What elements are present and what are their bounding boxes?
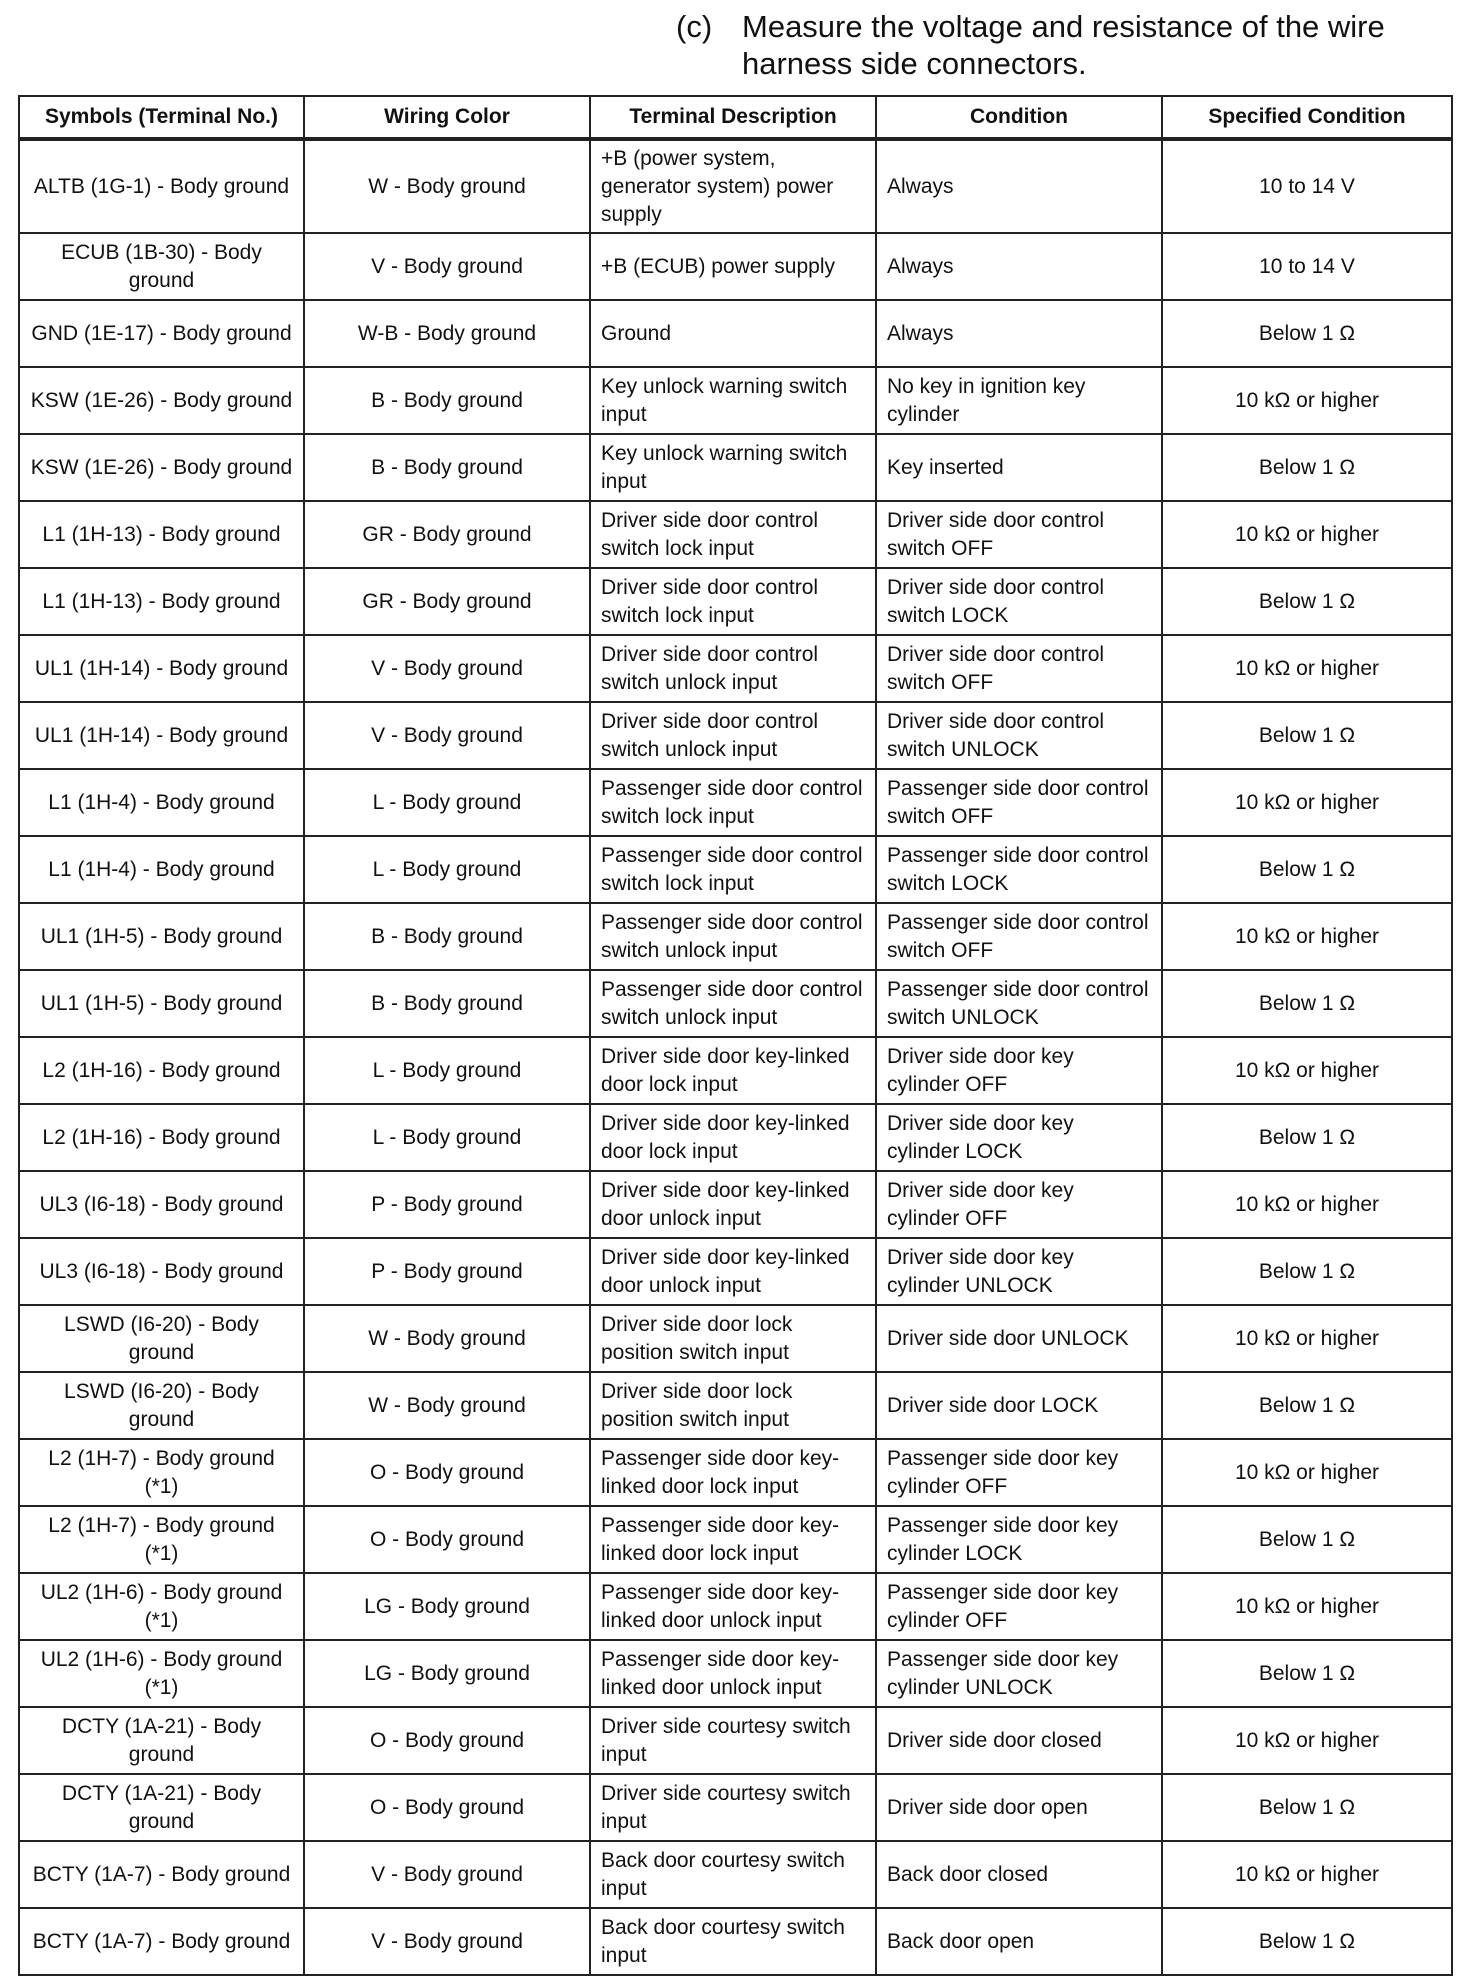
table-row: [19, 300, 1452, 367]
specified-condition-cell: Below 1 Ω: [1162, 1640, 1452, 1707]
terminal-description-cell: Key unlock warning switch input: [590, 367, 876, 434]
symbol-cell: DCTY (1A-21) - Body ground: [19, 1774, 304, 1841]
condition-cell: Passenger side door key cylinder OFF: [876, 1573, 1162, 1640]
specified-condition-cell: Below 1 Ω: [1162, 836, 1452, 903]
wiring-color-cell: LG - Body ground: [304, 1573, 590, 1640]
specified-condition-cell: 10 kΩ or higher: [1162, 501, 1452, 568]
wiring-color-cell: W - Body ground: [304, 1305, 590, 1372]
table-row: [19, 1707, 1452, 1774]
symbol-cell: L2 (1H-7) - Body ground (*1): [19, 1439, 304, 1506]
condition-cell: No key in ignition key cylinder: [876, 367, 1162, 434]
table-row: [19, 1171, 1452, 1238]
terminal-description-cell: +B (power system, generator system) power supply: [590, 139, 876, 233]
symbol-cell: KSW (1E-26) - Body ground: [19, 367, 304, 434]
condition-cell: Driver side door control switch LOCK: [876, 568, 1162, 635]
symbol-cell: L2 (1H-7) - Body ground (*1): [19, 1506, 304, 1573]
symbol-cell: UL2 (1H-6) - Body ground (*1): [19, 1573, 304, 1640]
wiring-color-cell: B - Body ground: [304, 903, 590, 970]
terminal-description-cell: Passenger side door key-linked door unlock input: [590, 1573, 876, 1640]
terminal-description-cell: Passenger side door key-linked door unlock input: [590, 1640, 876, 1707]
symbol-cell: BCTY (1A-7) - Body ground: [19, 1841, 304, 1908]
terminal-description-cell: Back door courtesy switch input: [590, 1908, 876, 1975]
condition-cell: Passenger side door control switch UNLOCK: [876, 970, 1162, 1037]
specified-condition-cell: Below 1 Ω: [1162, 434, 1452, 501]
wiring-color-cell: V - Body ground: [304, 635, 590, 702]
terminal-description-cell: Driver side door control switch unlock input: [590, 635, 876, 702]
condition-cell: Driver side door control switch OFF: [876, 501, 1162, 568]
terminal-description-cell: Back door courtesy switch input: [590, 1841, 876, 1908]
condition-cell: Passenger side door key cylinder LOCK: [876, 1506, 1162, 1573]
condition-cell: Driver side door key cylinder OFF: [876, 1171, 1162, 1238]
table-row: [19, 1841, 1452, 1908]
symbol-cell: LSWD (I6-20) - Body ground: [19, 1305, 304, 1372]
symbol-cell: KSW (1E-26) - Body ground: [19, 434, 304, 501]
terminal-description-cell: Driver side door control switch lock input: [590, 568, 876, 635]
specified-condition-cell: Below 1 Ω: [1162, 702, 1452, 769]
wiring-color-cell: V - Body ground: [304, 702, 590, 769]
header-terminal-description: Terminal Description: [590, 96, 876, 139]
specified-condition-cell: 10 kΩ or higher: [1162, 1707, 1452, 1774]
condition-cell: Passenger side door control switch LOCK: [876, 836, 1162, 903]
wiring-color-cell: P - Body ground: [304, 1171, 590, 1238]
wiring-color-cell: O - Body ground: [304, 1774, 590, 1841]
wiring-color-cell: W - Body ground: [304, 139, 590, 233]
specified-condition-cell: 10 kΩ or higher: [1162, 635, 1452, 702]
terminal-description-cell: Driver side door key-linked door unlock input: [590, 1238, 876, 1305]
symbol-cell: UL1 (1H-14) - Body ground: [19, 635, 304, 702]
condition-cell: Driver side door control switch UNLOCK: [876, 702, 1162, 769]
wiring-color-cell: O - Body ground: [304, 1439, 590, 1506]
specified-condition-cell: Below 1 Ω: [1162, 1774, 1452, 1841]
table-row: [19, 434, 1452, 501]
table-row: [19, 367, 1452, 434]
symbol-cell: UL1 (1H-14) - Body ground: [19, 702, 304, 769]
specified-condition-cell: 10 kΩ or higher: [1162, 1171, 1452, 1238]
wiring-color-cell: L - Body ground: [304, 836, 590, 903]
table-row: [19, 1573, 1452, 1640]
symbol-cell: UL3 (I6-18) - Body ground: [19, 1171, 304, 1238]
wiring-color-cell: O - Body ground: [304, 1506, 590, 1573]
condition-cell: Driver side door open: [876, 1774, 1162, 1841]
symbol-cell: ALTB (1G-1) - Body ground: [19, 139, 304, 233]
condition-cell: Passenger side door key cylinder UNLOCK: [876, 1640, 1162, 1707]
symbol-cell: UL1 (1H-5) - Body ground: [19, 970, 304, 1037]
symbol-cell: LSWD (I6-20) - Body ground: [19, 1372, 304, 1439]
specified-condition-cell: Below 1 Ω: [1162, 1506, 1452, 1573]
terminal-description-cell: Driver side door key-linked door lock input: [590, 1037, 876, 1104]
table-row: [19, 568, 1452, 635]
terminal-description-cell: Driver side door control switch unlock input: [590, 702, 876, 769]
wiring-color-cell: P - Body ground: [304, 1238, 590, 1305]
table-row: [19, 1104, 1452, 1171]
table-row: [19, 836, 1452, 903]
table-row: [19, 1908, 1452, 1975]
condition-cell: Always: [876, 139, 1162, 233]
table-row: [19, 970, 1452, 1037]
symbol-cell: L1 (1H-4) - Body ground: [19, 769, 304, 836]
terminal-description-cell: Driver side door control switch lock input: [590, 501, 876, 568]
specified-condition-cell: Below 1 Ω: [1162, 1372, 1452, 1439]
wiring-color-cell: L - Body ground: [304, 1037, 590, 1104]
wiring-color-cell: V - Body ground: [304, 233, 590, 300]
symbol-cell: DCTY (1A-21) - Body ground: [19, 1707, 304, 1774]
wiring-color-cell: L - Body ground: [304, 769, 590, 836]
wiring-color-cell: V - Body ground: [304, 1841, 590, 1908]
wiring-color-cell: W-B - Body ground: [304, 300, 590, 367]
terminal-description-cell: Driver side door lock position switch input: [590, 1372, 876, 1439]
terminal-description-cell: Passenger side door key-linked door lock input: [590, 1439, 876, 1506]
step-text: Measure the voltage and resistance of the wire harness side connectors.: [742, 9, 1385, 81]
wiring-color-cell: LG - Body ground: [304, 1640, 590, 1707]
header-symbols: Symbols (Terminal No.): [19, 96, 304, 139]
table-row: [19, 702, 1452, 769]
wiring-color-cell: L - Body ground: [304, 1104, 590, 1171]
condition-cell: Back door open: [876, 1908, 1162, 1975]
inspection-table: [18, 95, 1453, 1976]
symbol-cell: UL2 (1H-6) - Body ground (*1): [19, 1640, 304, 1707]
terminal-description-cell: Key unlock warning switch input: [590, 434, 876, 501]
symbol-cell: L1 (1H-4) - Body ground: [19, 836, 304, 903]
specified-condition-cell: 10 kΩ or higher: [1162, 769, 1452, 836]
specified-condition-cell: Below 1 Ω: [1162, 300, 1452, 367]
terminal-description-cell: Driver side door lock position switch input: [590, 1305, 876, 1372]
specified-condition-cell: 10 kΩ or higher: [1162, 1439, 1452, 1506]
header-wiring-color: Wiring Color: [304, 96, 590, 139]
symbol-cell: L2 (1H-16) - Body ground: [19, 1037, 304, 1104]
specified-condition-cell: Below 1 Ω: [1162, 1104, 1452, 1171]
table-header-row: [19, 96, 1452, 139]
table-row: [19, 769, 1452, 836]
symbol-cell: UL3 (I6-18) - Body ground: [19, 1238, 304, 1305]
table-row: [19, 635, 1452, 702]
specified-condition-cell: Below 1 Ω: [1162, 1908, 1452, 1975]
specified-condition-cell: Below 1 Ω: [1162, 970, 1452, 1037]
symbol-cell: ECUB (1B-30) - Body ground: [19, 233, 304, 300]
condition-cell: Passenger side door control switch OFF: [876, 769, 1162, 836]
table-row: [19, 903, 1452, 970]
condition-cell: Driver side door LOCK: [876, 1372, 1162, 1439]
terminal-description-cell: Ground: [590, 300, 876, 367]
condition-cell: Driver side door key cylinder UNLOCK: [876, 1238, 1162, 1305]
terminal-description-cell: Driver side door key-linked door lock input: [590, 1104, 876, 1171]
terminal-description-cell: Driver side courtesy switch input: [590, 1774, 876, 1841]
wiring-color-cell: B - Body ground: [304, 970, 590, 1037]
condition-cell: Always: [876, 233, 1162, 300]
condition-cell: Always: [876, 300, 1162, 367]
table-row: [19, 1640, 1452, 1707]
condition-cell: Driver side door UNLOCK: [876, 1305, 1162, 1372]
step-marker: (c): [676, 9, 713, 44]
table-row: [19, 1774, 1452, 1841]
wiring-color-cell: B - Body ground: [304, 434, 590, 501]
terminal-description-cell: Passenger side door control switch unlock input: [590, 903, 876, 970]
specified-condition-cell: 10 to 14 V: [1162, 233, 1452, 300]
table-row: [19, 139, 1452, 233]
wiring-color-cell: B - Body ground: [304, 367, 590, 434]
table-row: [19, 1305, 1452, 1372]
specified-condition-cell: 10 kΩ or higher: [1162, 1841, 1452, 1908]
condition-cell: Driver side door key cylinder OFF: [876, 1037, 1162, 1104]
symbol-cell: UL1 (1H-5) - Body ground: [19, 903, 304, 970]
table-body: [19, 139, 1452, 1975]
terminal-description-cell: Passenger side door control switch unlock input: [590, 970, 876, 1037]
step-instruction: [676, 8, 1456, 82]
symbol-cell: L1 (1H-13) - Body ground: [19, 501, 304, 568]
terminal-description-cell: Passenger side door control switch lock input: [590, 836, 876, 903]
table-row: [19, 1439, 1452, 1506]
terminal-description-cell: Driver side door key-linked door unlock input: [590, 1171, 876, 1238]
specified-condition-cell: 10 kΩ or higher: [1162, 1305, 1452, 1372]
specified-condition-cell: 10 to 14 V: [1162, 139, 1452, 233]
terminal-description-cell: +B (ECUB) power supply: [590, 233, 876, 300]
condition-cell: Driver side door key cylinder LOCK: [876, 1104, 1162, 1171]
symbol-cell: BCTY (1A-7) - Body ground: [19, 1908, 304, 1975]
condition-cell: Passenger side door key cylinder OFF: [876, 1439, 1162, 1506]
condition-cell: Driver side door closed: [876, 1707, 1162, 1774]
specified-condition-cell: Below 1 Ω: [1162, 1238, 1452, 1305]
table-row: [19, 1238, 1452, 1305]
terminal-description-cell: Passenger side door control switch lock input: [590, 769, 876, 836]
specified-condition-cell: 10 kΩ or higher: [1162, 1573, 1452, 1640]
condition-cell: Back door closed: [876, 1841, 1162, 1908]
condition-cell: Driver side door control switch OFF: [876, 635, 1162, 702]
terminal-description-cell: Driver side courtesy switch input: [590, 1707, 876, 1774]
table-row: [19, 501, 1452, 568]
header-condition: Condition: [876, 96, 1162, 139]
header-specified-condition: Specified Condition: [1162, 96, 1452, 139]
symbol-cell: GND (1E-17) - Body ground: [19, 300, 304, 367]
symbol-cell: L2 (1H-16) - Body ground: [19, 1104, 304, 1171]
specified-condition-cell: 10 kΩ or higher: [1162, 903, 1452, 970]
condition-cell: Key inserted: [876, 434, 1162, 501]
specified-condition-cell: Below 1 Ω: [1162, 568, 1452, 635]
wiring-color-cell: GR - Body ground: [304, 501, 590, 568]
wiring-color-cell: V - Body ground: [304, 1908, 590, 1975]
specified-condition-cell: 10 kΩ or higher: [1162, 367, 1452, 434]
wiring-color-cell: GR - Body ground: [304, 568, 590, 635]
terminal-description-cell: Passenger side door key-linked door lock input: [590, 1506, 876, 1573]
table-row: [19, 1037, 1452, 1104]
table-row: [19, 1506, 1452, 1573]
wiring-color-cell: O - Body ground: [304, 1707, 590, 1774]
condition-cell: Passenger side door control switch OFF: [876, 903, 1162, 970]
table-row: [19, 233, 1452, 300]
specified-condition-cell: 10 kΩ or higher: [1162, 1037, 1452, 1104]
symbol-cell: L1 (1H-13) - Body ground: [19, 568, 304, 635]
table-row: [19, 1372, 1452, 1439]
wiring-color-cell: W - Body ground: [304, 1372, 590, 1439]
